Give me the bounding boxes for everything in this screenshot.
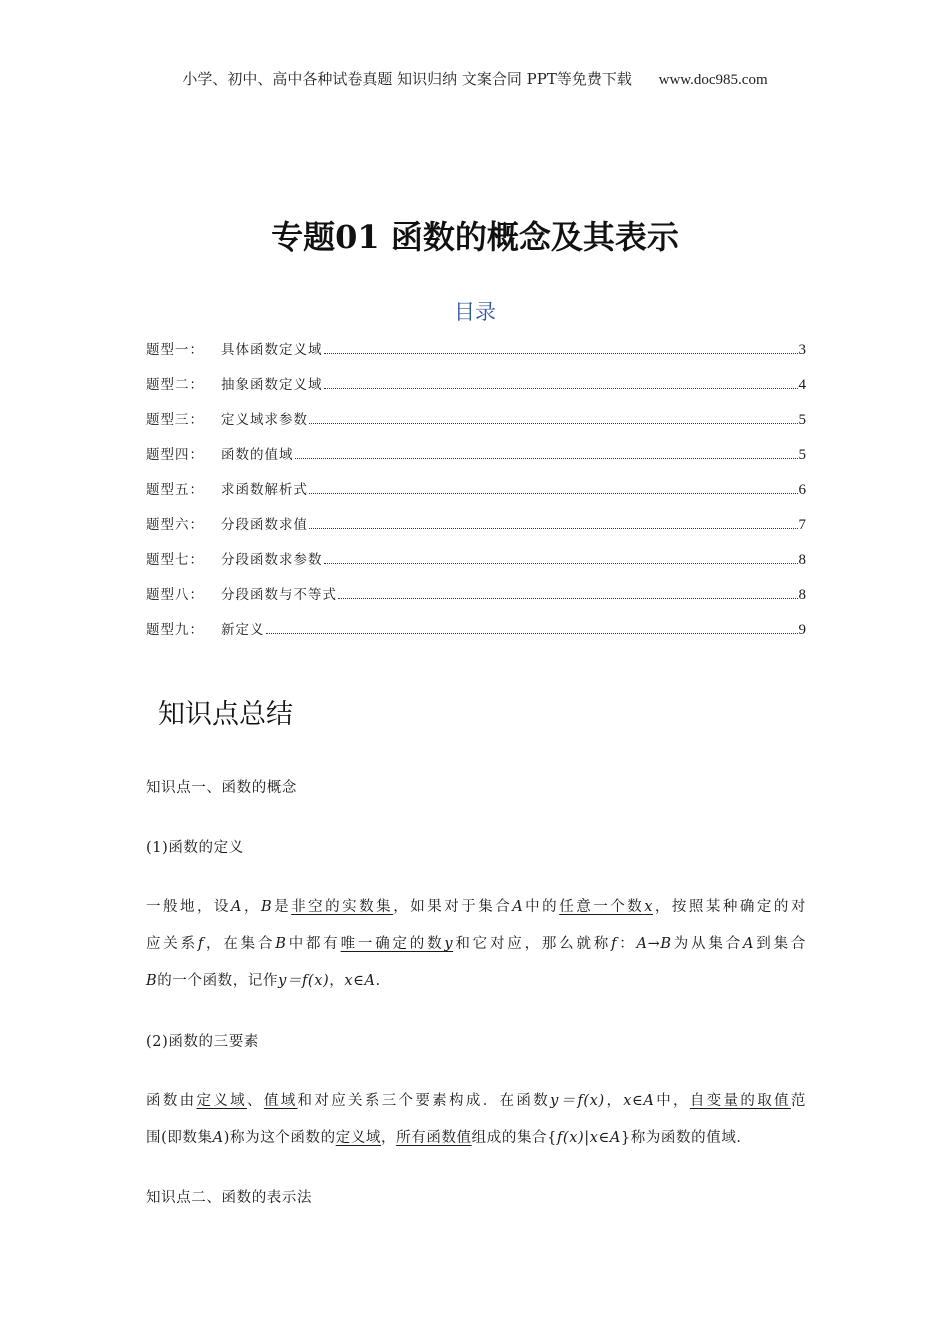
toc-entry-page: 5 <box>798 412 806 428</box>
text-run: 中都有 <box>286 936 341 952</box>
toc-entry[interactable] <box>146 583 806 618</box>
sub2-title: (2)函数的三要素 <box>146 1034 259 1050</box>
underlined-term: 值域 <box>263 1093 298 1109</box>
toc-entry-label: 题型一： <box>146 342 204 358</box>
text-run: )称为这个函数的 <box>223 1130 336 1146</box>
toc-leader-dots <box>338 598 798 599</box>
toc-entry[interactable] <box>146 513 806 548</box>
toc-leader-dots <box>266 633 798 634</box>
underlined-term: 定义域 <box>196 1093 248 1109</box>
toc-leader-dots <box>324 388 798 389</box>
math-var: A <box>743 936 755 952</box>
underlined-term: 自变量的取值 <box>689 1093 791 1109</box>
toc-entry-text: 求函数解析式 <box>221 482 308 498</box>
math-var: B <box>146 973 158 989</box>
text-run: ， <box>604 1093 624 1109</box>
text-run: 组成的集合{ <box>471 1130 557 1146</box>
toc-entry-page: 6 <box>798 482 806 498</box>
text-run: 中的 <box>523 899 560 915</box>
text-run: . <box>375 973 381 989</box>
math-var: B <box>261 899 273 915</box>
math-expr: x∈A <box>623 1093 655 1109</box>
toc-entry-text: 抽象函数定义域 <box>221 377 323 393</box>
text-run: ， <box>381 1130 397 1146</box>
point1-title: 知识点一、函数的概念 <box>146 780 297 796</box>
point2-title: 知识点二、函数的表示法 <box>146 1190 313 1206</box>
elements-line-1 <box>146 1089 806 1110</box>
text-run: ，如果对于集合 <box>393 899 513 915</box>
toc-entry[interactable] <box>146 443 806 478</box>
math-var: f <box>611 936 618 952</box>
toc-entry-text: 分段函数求参数 <box>221 552 323 568</box>
toc-entry-page: 8 <box>798 587 806 603</box>
toc-entry-page: 7 <box>798 517 806 533</box>
underlined-term: 所有函数值 <box>396 1130 472 1146</box>
toc-entry[interactable] <box>146 618 806 653</box>
definition-line-3 <box>146 969 381 990</box>
text-run: 的一个函数，记作 <box>157 973 279 989</box>
math-var: f <box>197 936 204 952</box>
math-expr: f(x)|x∈A <box>556 1130 621 1146</box>
math-var: y <box>444 936 454 952</box>
toc-entry-label: 题型四： <box>146 447 204 463</box>
text-run: ， <box>329 973 345 989</box>
page-header <box>0 68 950 89</box>
definition-line-2 <box>146 932 806 953</box>
toc-entry-text: 定义域求参数 <box>221 412 308 428</box>
text-run: 范 <box>790 1093 806 1109</box>
text-run: ， <box>242 899 261 915</box>
toc-entry-label: 题型七： <box>146 552 204 568</box>
toc-entry-page: 5 <box>798 447 806 463</box>
section-heading: 知识点总结 <box>158 699 293 730</box>
toc-entry-page: 3 <box>798 342 806 358</box>
toc-entry[interactable] <box>146 408 806 443</box>
toc-entry-text: 函数的值域 <box>221 447 294 463</box>
toc-leader-dots <box>309 493 798 494</box>
math-var: x <box>644 899 653 915</box>
text-run: 、 <box>247 1093 264 1109</box>
text-run: 函数由 <box>146 1093 197 1109</box>
toc-entry-text: 新定义 <box>221 622 265 638</box>
toc-entry-label: 题型三： <box>146 412 204 428</box>
toc-entry-page: 4 <box>798 377 806 393</box>
math-expr: y＝f(x) <box>550 1093 605 1109</box>
text-run: }称为函数的值域． <box>620 1130 752 1146</box>
underlined-term <box>341 936 454 952</box>
toc-entry-label: 题型五： <box>146 482 204 498</box>
text-run: ： <box>617 936 637 952</box>
text-run: 和它对应，那么就称 <box>453 936 612 952</box>
text-run: 为从集合 <box>671 936 743 952</box>
underlined-term: 定义域 <box>335 1130 382 1146</box>
math-var: B <box>275 936 287 952</box>
math-expr: A→B <box>636 936 672 952</box>
header-text: 小学、初中、高中各种试卷真题 知识归纳 文案合同 PPT等免费下载 <box>182 70 632 88</box>
toc-leader-dots <box>309 528 798 529</box>
text-run: 任意一个数 <box>559 899 645 915</box>
text-run: 应关系 <box>146 936 198 952</box>
text-run: 一般地，设 <box>146 899 232 915</box>
text-run: 中， <box>654 1093 690 1109</box>
math-expr: y＝f(x) <box>278 973 330 989</box>
definition-line-1 <box>146 895 806 916</box>
underlined-term: 非空的实数集 <box>291 899 394 915</box>
math-expr: x∈A <box>344 973 376 989</box>
toc-leader-dots <box>324 563 798 564</box>
toc-entry-page: 9 <box>798 622 806 638</box>
toc-entry-page: 8 <box>798 552 806 568</box>
toc-entry-label: 题型六： <box>146 517 204 533</box>
table-of-contents <box>146 338 806 653</box>
toc-entry[interactable] <box>146 548 806 583</box>
toc-entry[interactable] <box>146 373 806 408</box>
elements-line-2 <box>146 1126 752 1147</box>
text-run: 围(即数集 <box>146 1130 213 1146</box>
text-run: 是 <box>272 899 292 915</box>
math-var: A <box>231 899 243 915</box>
toc-entry[interactable] <box>146 338 806 373</box>
toc-leader-dots <box>295 458 798 459</box>
toc-leader-dots <box>324 353 798 354</box>
toc-entry[interactable] <box>146 478 806 513</box>
toc-heading: 目录 <box>454 300 496 324</box>
toc-entry-label: 题型八： <box>146 587 204 603</box>
toc-entry-label: 题型二： <box>146 377 204 393</box>
sub1-title: (1)函数的定义 <box>146 840 244 856</box>
toc-entry-text: 分段函数与不等式 <box>221 587 337 603</box>
document-title: 专题01 函数的概念及其表示 <box>271 218 679 256</box>
text-run: ，在集合 <box>203 936 276 952</box>
toc-leader-dots <box>309 423 798 424</box>
underlined-term <box>559 899 653 915</box>
toc-entry-text: 具体函数定义域 <box>221 342 323 358</box>
toc-entry-label: 题型九： <box>146 622 204 638</box>
header-url[interactable]: www.doc985.com <box>658 72 768 88</box>
text-run: ，按照某种确定的对 <box>652 899 806 915</box>
text-run: 唯一确定的数 <box>340 936 445 952</box>
text-run: 到集合 <box>754 936 806 952</box>
math-var: A <box>212 1130 224 1146</box>
text-run: 和对应关系三个要素构成．在函数 <box>297 1093 551 1109</box>
math-var: A <box>512 899 524 915</box>
toc-entry-text: 分段函数求值 <box>221 517 308 533</box>
